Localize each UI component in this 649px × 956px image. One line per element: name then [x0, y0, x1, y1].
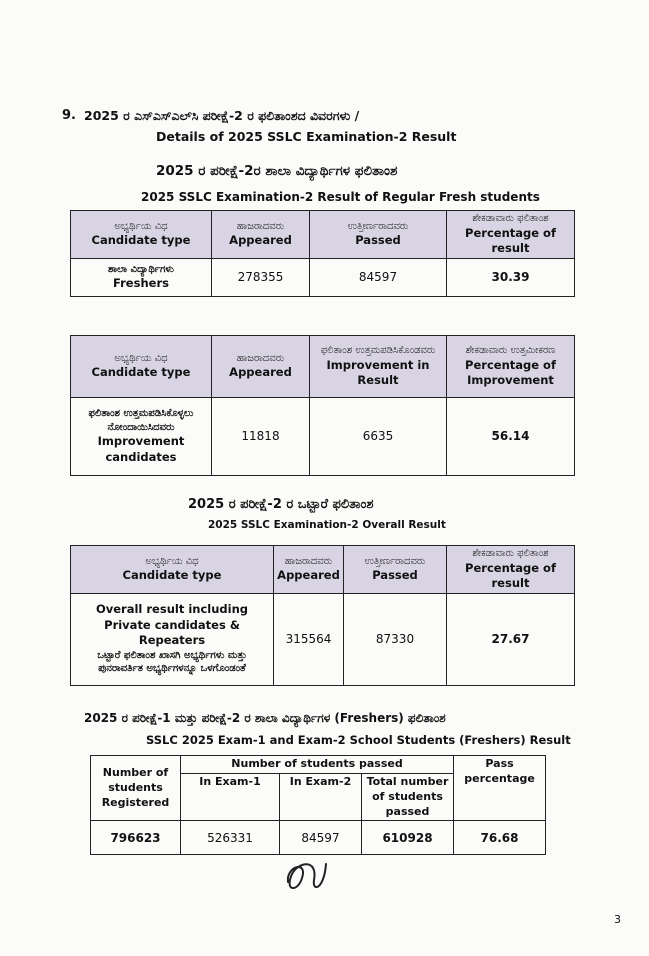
header-passed: ಉತ್ತೀರ್ಣರಾದವರು Passed — [344, 546, 447, 594]
section-title-english: Details of 2025 SSLC Examination-2 Result — [156, 129, 457, 144]
cell-percentage: 27.67 — [447, 593, 575, 685]
header-passed: ಉತ್ತೀರ್ಣರಾದವರು Passed — [310, 211, 447, 259]
header-appeared: ಹಾಜರಾದವರು Appeared — [274, 546, 344, 594]
combined-heading-kannada: 2025 ರ ಪರೀಕ್ಷೆ-1 ಮತ್ತು ಪರೀಕ್ಷೆ-2 ರ ಶಾಲಾ ವಿದ್ಯಾರ್ಥಿಗಳ (Freshers) ಫಲಿತಾಂಶ — [84, 711, 446, 725]
table-row — [71, 259, 575, 297]
cell-appeared: 315564 — [274, 593, 344, 685]
table-row — [71, 593, 575, 685]
fresh-heading-kannada: 2025 ರ ಪರೀಕ್ಷೆ-2ರ ಶಾಲಾ ವಿದ್ಯಾರ್ಥಿಗಳ ಫಲಿತಾಂಶ — [156, 163, 398, 179]
overall-result-table — [70, 545, 575, 686]
page-number: 3 — [614, 913, 621, 926]
table-row — [71, 398, 575, 476]
signature-mark — [278, 852, 338, 898]
header-registered: Number of students Registered — [91, 756, 181, 821]
cell-candidate-type: ಶಾಲಾ ವಿದ್ಯಾರ್ಥಿಗಳು Freshers — [71, 259, 212, 297]
table-header-row — [71, 336, 575, 398]
header-percentage: ಶೇಕಡಾವಾರು ಫಲಿತಾಂಶ Percentage of result — [447, 211, 575, 259]
cell-improved: 6635 — [310, 398, 447, 476]
improvement-result-table — [70, 335, 575, 476]
cell-exam2: 84597 — [280, 821, 362, 855]
header-exam2: In Exam-2 — [280, 773, 362, 821]
cell-exam1: 526331 — [181, 821, 280, 855]
cell-total: 610928 — [362, 821, 454, 855]
header-appeared: ಹಾಜರಾದವರು Appeared — [212, 336, 310, 398]
header-improvement: ಫಲಿತಾಂಶ ಉತ್ತಮಪಡಿಸಿಕೊಂಡವರು Improvement in Result — [310, 336, 447, 398]
header-candidate-type: ಅಭ್ಯರ್ಥಿಯ ವಿಧ Candidate type — [71, 546, 274, 594]
combined-result-table — [90, 755, 546, 855]
table-header-row — [71, 546, 575, 594]
fresh-result-table — [70, 210, 575, 297]
table-header-row — [91, 756, 546, 774]
header-exam1: In Exam-1 — [181, 773, 280, 821]
cell-percentage: 56.14 — [447, 398, 575, 476]
cell-pass-percentage: 76.68 — [454, 821, 546, 855]
cell-passed: 87330 — [344, 593, 447, 685]
overall-heading-kannada: 2025 ರ ಪರೀಕ್ಷೆ-2 ರ ಒಟ್ಟಾರೆ ಫಲಿತಾಂಶ — [188, 497, 374, 512]
combined-heading-english: SSLC 2025 Exam-1 and Exam-2 School Students (Freshers) Result — [146, 733, 571, 747]
header-pass-percentage: Pass percentage — [454, 756, 546, 821]
cell-appeared: 11818 — [212, 398, 310, 476]
header-appeared: ಹಾಜರಾದವರು Appeared — [212, 211, 310, 259]
table-row — [91, 821, 546, 855]
fresh-heading-english: 2025 SSLC Examination-2 Result of Regular Fresh students — [141, 190, 540, 204]
header-candidate-type: ಅಭ್ಯರ್ಥಿಯ ವಿಧ Candidate type — [71, 336, 212, 398]
cell-candidate-type: ಫಲಿತಾಂಶ ಉತ್ತಮಪಡಿಸಿಕೊಳ್ಳಲು ನೋಂದಾಯಿಸಿದವರು Improvement candidates — [71, 398, 212, 476]
cell-passed: 84597 — [310, 259, 447, 297]
table-header-row — [71, 211, 575, 259]
section-title-kannada: 2025 ರ ಎಸ್‌ಎಸ್‌ಎಲ್‌ಸಿ ಪರೀಕ್ಷೆ-2 ರ ಫಲಿತಾಂಶದ ವಿವರಗಳು / — [84, 108, 360, 123]
cell-appeared: 278355 — [212, 259, 310, 297]
cell-candidate-type: Overall result including Private candidates & Repeaters ಒಟ್ಟಾರೆ ಫಲಿತಾಂಶ ಖಾಸಗಿ ಅಭ್ಯರ್ಥಿಗಳು ಮತ್ತು ಪುನರಾವರ್ತಿತ ಅಭ್ಯರ್ಥಿಗಳನ್ನೂ ಒಳಗೊಂಡಂತೆ — [71, 593, 274, 685]
header-total-passed: Total number of students passed — [362, 773, 454, 821]
header-candidate-type: ಅಭ್ಯರ್ಥಿಯ ವಿಧ Candidate type — [71, 211, 212, 259]
header-percentage-improvement: ಶೇಕಡಾವಾರು ಉತ್ತಮೀಕರಣ Percentage of Improvement — [447, 336, 575, 398]
cell-registered: 796623 — [91, 821, 181, 855]
cell-percentage: 30.39 — [447, 259, 575, 297]
overall-heading-english: 2025 SSLC Examination-2 Overall Result — [208, 519, 446, 531]
header-passed-group: Number of students passed — [181, 756, 454, 774]
section-number: 9. — [62, 108, 76, 123]
header-percentage: ಶೇಕಡಾವಾರು ಫಲಿತಾಂಶ Percentage of result — [447, 546, 575, 594]
